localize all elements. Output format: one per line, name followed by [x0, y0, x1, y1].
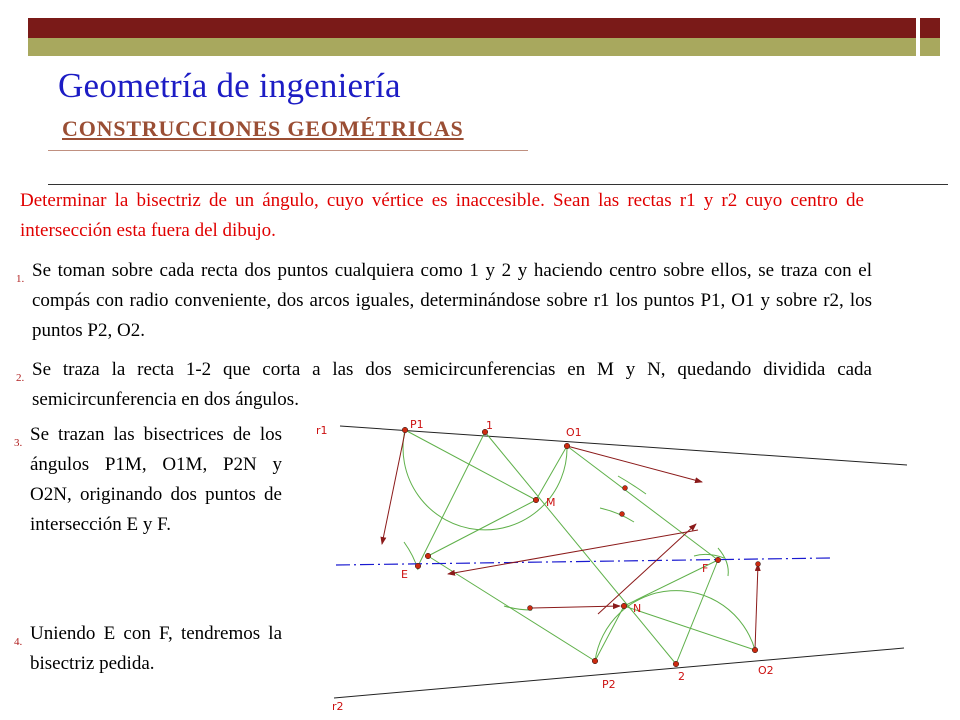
step-3	[14, 420, 282, 540]
decor-stripe-light	[28, 38, 916, 56]
step-text: Se toman sobre cada recta dos puntos cualquiera como 1 y 2 y haciendo centro sobre ellos, se traza con el compás con radio conveniente, dos arcos iguales, determinándose sobre r1 los puntos P1, O1 y sobre r2, los puntos P2, O2.	[32, 260, 872, 341]
label-r1: r1	[316, 424, 328, 437]
step-number: 2.	[16, 372, 25, 384]
point-e-2	[415, 563, 421, 569]
construction-arrows	[382, 432, 758, 650]
subtitle-divider	[48, 150, 528, 151]
content-divider	[48, 184, 948, 185]
point-a	[623, 486, 628, 491]
step-text: Se trazan las bisectrices de los ángulos P1M, O1M, P2N y O2N, originando dos puntos de intersección E y F.	[30, 424, 282, 535]
construction-lines	[403, 430, 755, 664]
line-m-o1	[536, 446, 567, 500]
arrow-mid-to-n	[532, 606, 620, 608]
step-4	[14, 619, 282, 679]
decor-square-dark	[920, 18, 940, 38]
point-n	[621, 603, 627, 609]
point-f	[715, 557, 721, 563]
point-p2	[592, 658, 598, 664]
label-o2: O2	[758, 664, 774, 677]
line-r1	[340, 426, 907, 465]
step-text: Uniendo E con F, tendremos la bisectriz pedida.	[30, 623, 282, 674]
arrow-o2-to-f	[755, 564, 758, 650]
line-p2-n	[595, 606, 624, 661]
point-o2	[752, 647, 758, 653]
step-number: 4.	[14, 636, 23, 648]
point-c	[528, 606, 533, 611]
point-m	[533, 497, 539, 503]
bisector-e	[418, 432, 485, 566]
point-o1	[564, 443, 570, 449]
point-e	[425, 553, 431, 559]
construction-points	[402, 427, 760, 667]
label-n: N	[633, 602, 642, 615]
line-n-o2	[624, 606, 755, 650]
mark-arc-2	[600, 508, 634, 522]
arrow-p1-to-e	[382, 432, 405, 544]
arrow-f-to-e	[448, 530, 698, 574]
step-number: 1.	[16, 273, 25, 285]
decor-stripe-dark	[28, 18, 916, 38]
label-p1: P1	[410, 418, 424, 431]
point-b	[620, 512, 625, 517]
point-2	[673, 661, 679, 667]
line-e-p2	[428, 556, 595, 661]
problem-statement: Determinar la bisectriz de un ángulo, cuyo vértice es inaccesible. Sean las rectas r1 y r2 cuyo centro de intersección esta fuera del dibujo.	[20, 190, 864, 241]
label-2: 2	[678, 670, 685, 683]
section-subtitle: CONSTRUCCIONES GEOMÉTRICAS	[62, 116, 464, 141]
construction-diagram	[300, 418, 940, 718]
point-p1	[402, 427, 408, 433]
title-bar-decoration	[28, 18, 944, 56]
step-2	[16, 355, 872, 415]
line-p1-m	[405, 430, 536, 500]
label-r2: r2	[332, 700, 344, 713]
arrow-n-to-m	[598, 524, 696, 614]
line-r2	[334, 648, 904, 698]
mark-arc-1	[618, 476, 646, 494]
page-title: Geometría de ingeniería	[58, 66, 401, 105]
label-p2: P2	[602, 678, 616, 691]
step-text: Se traza la recta 1-2 que corta a las dos semicircunferencias en M y N, quedando dividida cada semicircunferencia en dos ángulos.	[32, 359, 872, 410]
label-f: F	[702, 562, 709, 575]
label-o1: O1	[566, 426, 582, 439]
step-1	[16, 256, 872, 346]
step-number: 3.	[14, 437, 23, 449]
bisector-f	[676, 560, 718, 664]
decor-square-light	[920, 38, 940, 56]
line-1-2	[485, 432, 676, 664]
bisector-e-2	[428, 500, 536, 556]
point-d	[756, 562, 761, 567]
arrow-o1-to-f	[567, 446, 702, 482]
label-m: M	[546, 496, 556, 509]
arc-centre-2	[595, 591, 755, 661]
label-1: 1	[486, 419, 493, 432]
line-o1-f	[567, 446, 718, 560]
label-e: E	[401, 568, 408, 581]
arc-centre-1	[403, 430, 567, 530]
